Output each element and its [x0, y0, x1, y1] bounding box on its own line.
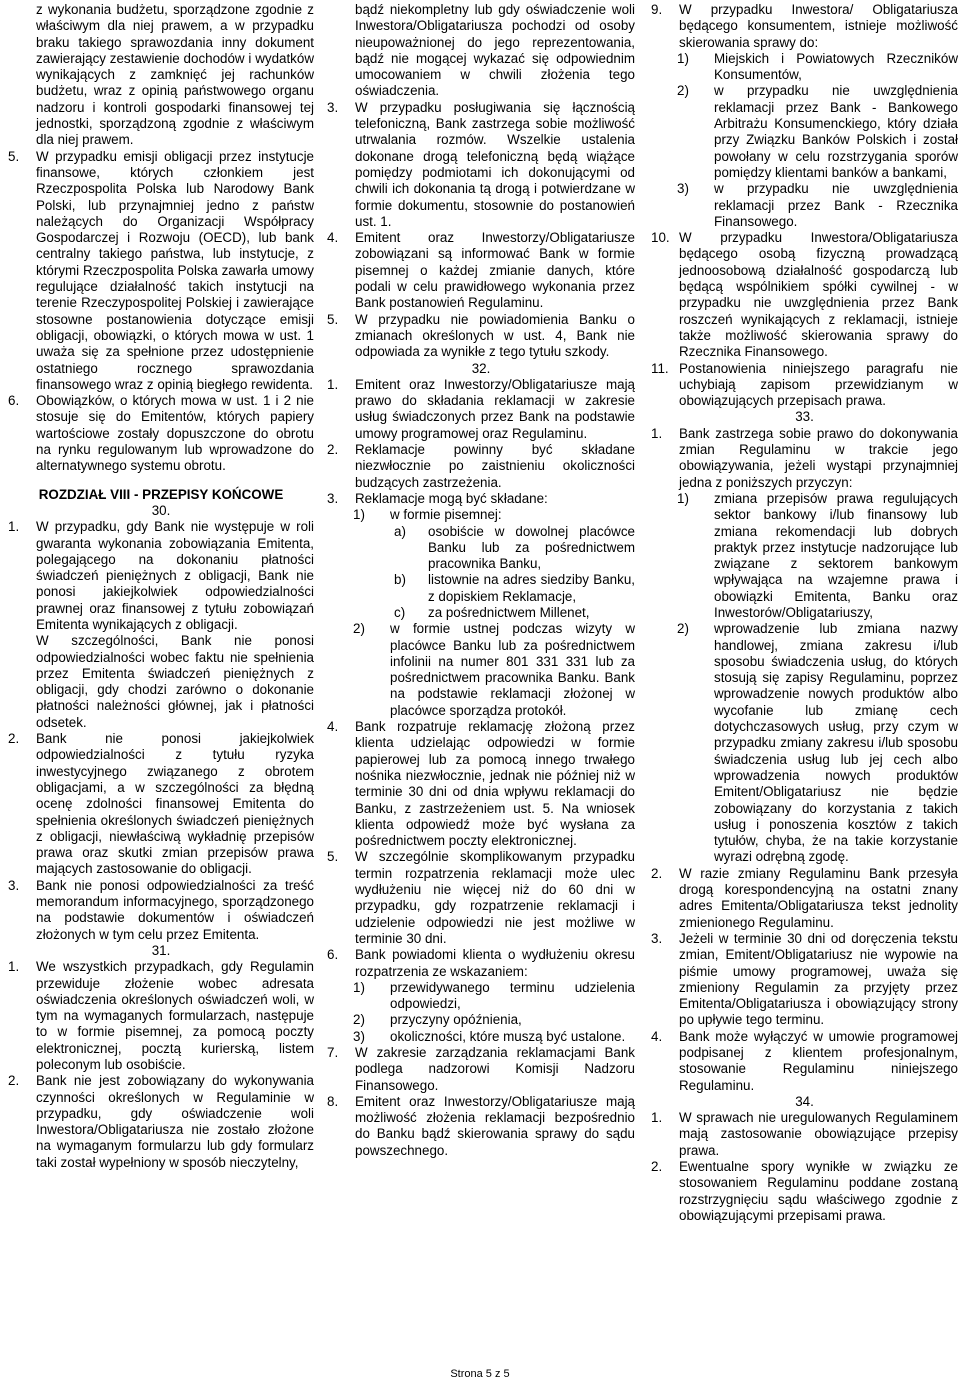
paragraph-3 — [327, 100, 635, 230]
paragraph-number: 4. — [651, 1028, 663, 1044]
s32-3-1-letter-a — [327, 524, 635, 573]
point-number: 1) — [677, 50, 689, 66]
s34-paragraph-2 — [651, 1159, 958, 1224]
paragraph-text: W przypadku posługiwania się łącznością telefoniczną, Bank zastrzega sobie możliwość utrwalania rozmów. Wszelkie ustalenia dokonane drogą telefoniczną będą wiążące pomiędzy podmiotami ich dokonującymi od chwili ich dokonania tą drogą i potwierdzane w formie dokumentu, stosownie do postanowień ust. 1. — [355, 99, 635, 229]
paragraph-number: 4. — [327, 719, 339, 735]
paragraph-number: 5. — [8, 148, 20, 164]
paragraph-text: We wszystkich przypadkach, gdy Regulamin przewiduje złożenie wobec adresata oświadczenia określonych oświadczeń woli, w tym na wymaganych formularzach, następuje to w formie pisemnej, za pomocą poczty elektronicznej, pocztą kurierską, listem poleconym lub osobiście. — [36, 959, 314, 1072]
paragraph-number: 3. — [327, 490, 339, 506]
s32-paragraph-10 — [651, 230, 958, 360]
s32-6-point-1 — [327, 980, 635, 1013]
letter-number: b) — [394, 572, 406, 588]
letter-text: za pośrednictwem Millenet, — [428, 604, 590, 620]
paragraph-number: 6. — [327, 947, 339, 963]
point-number: 2) — [677, 83, 689, 99]
paragraph-text: Emitent oraz Inwestorzy/Obligatariusze mają prawo do składania reklamacji w zakresie usług świadczonych przez Bank na podstawie umowy programowej oraz Regulaminu. — [355, 376, 635, 441]
point-number: 1) — [353, 507, 365, 523]
paragraph-number: 5. — [327, 311, 339, 327]
paragraph-number: 4. — [327, 230, 339, 246]
s33-1-point-2 — [651, 621, 958, 865]
letter-text: osobiście w dowolnej placówce Banku lub za pośrednictwem pracownika Banku, — [428, 523, 635, 572]
s32-6-point-2 — [327, 1012, 635, 1028]
letter-text: listownie na adres siedziby Banku, z dopiskiem Reklamacje, — [428, 572, 635, 604]
paragraph-text: W razie zmiany Regulaminu Bank przesyła drogą korespondencyjną na ostatni znany adres Emitenta/Obligatariusza tekst jednolity zmienionego Regulaminu. — [679, 865, 958, 930]
paragraph-number: 2. — [651, 1159, 663, 1175]
paragraph-text: W przypadku emisji obligacji przez instytucje finansowe, których członkiem jest Rzeczpospolita Polska lub Narodowy Bank Polski, lub przynajmniej jedno z państw należących do Organizacji Współpracy Gospodarczej i Rozwoju (OECD), lub bank centralny takiego państwa, lub instytucje, z którymi Rzeczpospolita Polska zawarła umowy regulujące działalność takich instytucji na terenie Rzeczypospolitej Polskiej i zawierające stosowne postanowienia dotyczące emisji obligacji, obowiązki, o których mowa w ust. 1 uważa się za spełnione przez udostępnienie ostatniego rocznego sprawozdania finansowego wraz z opinią biegłego rewidenta. — [36, 148, 314, 392]
column-1 — [8, 2, 314, 1171]
paragraph-4 — [327, 230, 635, 311]
paragraph-text: Postanowienia niniejszego paragrafu nie uchybiają zapisom przewidzianym w obowiązujących przepisach prawa. — [679, 360, 958, 409]
s32-paragraph-8 — [327, 1094, 635, 1159]
paragraph-number: 2. — [327, 442, 339, 458]
paragraph-number: 7. — [327, 1045, 339, 1060]
paragraph-number: 1. — [8, 959, 20, 975]
point-number: 2) — [353, 1012, 365, 1028]
paragraph-text: W zakresie zarządzania reklamacjami Bank podlega nadzorowi Komisji Nadzoru Finansowego. — [355, 1045, 635, 1093]
paragraph-number: 3. — [651, 930, 663, 946]
s32-paragraph-4 — [327, 719, 635, 849]
s33-1-point-1 — [651, 491, 958, 621]
paragraph-text: Reklamacje powinny być składane niezwłocznie po zaistnieniu okoliczności budzących zastrzeżenia. — [355, 442, 635, 490]
paragraph-number: 1. — [651, 425, 663, 441]
point-text: w formie ustnej podczas wizyty w placówce Banku lub za pośrednictwem infolinii na numer 801 331 331 lub za pośrednictwem pracownika Banku. Bank na podstawie reklamacji złożonej w placówce sporządza protokół. — [390, 621, 635, 718]
paragraph-text: Emitent oraz Inwestorzy/Obligatariusze zobowiązani są informować Bank w formie pisemnej o każdej zmianie danych, które podali w celu prawidłowego wykonania przez Bank postanowień Regulaminu. — [355, 230, 635, 311]
section-number-33: 33. — [795, 409, 814, 425]
point-number: 3) — [677, 181, 689, 197]
paragraph-text: Emitent oraz Inwestorzy/Obligatariusze mają możliwość złożenia reklamacji bezpośrednio do Banku bądź skierowania sprawy do sądu powszechnego. — [355, 1093, 635, 1158]
section-number-30: 30. — [151, 502, 171, 518]
point-text: przewidywanego terminu udzielenia odpowiedzi, — [390, 979, 635, 1012]
paragraph-number: 3. — [8, 877, 20, 893]
s31-paragraph-1 — [8, 959, 314, 1073]
point-text: wprowadzenie lub zmiana nazwy handlowej, zmiana zakresu i/lub sposobu świadczenia usług, do których stosują się zapisy Regulaminu, poprzez wprowadzenie nowych produktów albo wycofanie lub zmianę cech dotychczasowych usług, przy czym w przypadku zmiany zakresu i/lub sposobu świadczenia usług lub jej cech albo wprowadzenia nowych produktów Emitent/Obligatariusz nie będzie zobowiązany do korzystania z takich usług i ponoszenia kosztów z takich tytułów, chyba, że na takie korzystanie wyrazi odrębną zgodę. — [714, 621, 958, 865]
section-number-34: 34. — [795, 1093, 814, 1109]
paragraph-text: Ewentualne spory wynikłe w związku ze stosowaniem Regulaminu poddane zostaną rozstrzygnięciu sądu właściwego zgodnie z obowiązującymi przepisami prawa. — [679, 1159, 958, 1223]
paragraph-number: 6. — [8, 393, 20, 409]
paragraph-number: 1. — [8, 519, 20, 535]
chapter-heading: ROZDZIAŁ VIII - PRZEPISY KOŃCOWE — [38, 486, 284, 502]
s32-paragraph-7 — [327, 1045, 635, 1094]
paragraph-continuation: z wykonania budżetu, sporządzone zgodnie z właściwym dla niej prawem, a w przypadku braku takiego sprawozdania inny dokument zawierający zestawienie dochodów i wydatków wynikających z zamknięć jej rachunków budżetu, wraz z opinią państwowego organu nadzoru i kontroli gospodarki finansowej tej jednostki, sporządzoną zgodnie z właściwym dla niej prawem. — [36, 2, 314, 148]
s30-paragraph-3 — [8, 878, 314, 943]
current-page-number: 5 — [485, 1368, 492, 1380]
paragraph-number: 5. — [327, 849, 339, 865]
point-number: 2) — [353, 621, 365, 637]
paragraph-6 — [8, 393, 314, 474]
s32-paragraph-9 — [651, 2, 958, 51]
s32-paragraph-1 — [327, 377, 635, 442]
s32-6-point-3 — [327, 1029, 635, 1045]
paragraph-text: Bank rozpatruje reklamację złożoną przez klienta udzielając odpowiedzi w formie papierowej lub za pomocą innego trwałego nośnika niezwłocznie, jednak nie później niż w terminie 30 dni od dnia wpływu reklamacji do Banku, z zastrzeżeniem ust. 5. Na wniosek klienta odpowiedź może być wysłana za pośrednictwem poczty elektronicznej. — [355, 719, 635, 849]
s32-paragraph-5 — [327, 849, 635, 947]
point-text: okoliczności, które muszą być ustalone. — [390, 1028, 626, 1044]
point-text: przyczyny opóźnienia, — [390, 1012, 522, 1028]
point-number: 1) — [677, 490, 689, 506]
point-text: w przypadku nie uwzględnienia reklamacji przez Bank - Rzecznika Finansowego. — [714, 181, 958, 229]
paragraph-text: Bank nie ponosi odpowiedzialności za treść memorandum informacyjnego, sporządzonego na podstawie dokumentów i oświadczeń złożonych w tym celu przez Emitenta. — [36, 877, 314, 942]
paragraph-number: 1. — [327, 376, 339, 392]
point-number: 3) — [353, 1028, 365, 1044]
paragraph-number: 10. — [651, 230, 670, 246]
paragraph-number: 8. — [327, 1093, 339, 1109]
paragraph-continuation: bądź niekompletny lub gdy oświadczenie woli Inwestora/Obligatariusza pochodzi od osoby nieupoważnionej do jego reprezentowania, bądź nie mogącej wykazać się odpowiednim umocowaniem w chwili złożenia tego oświadczenia. — [355, 2, 635, 99]
paragraph-text: W przypadku Inwestora/ Obligatariusza będącego konsumentem, istnieje możliwość skierowania sprawy do: — [679, 2, 958, 50]
s32-3-1-letter-b — [327, 572, 635, 605]
point-text: w przypadku nie uwzględnienia reklamacji przez Bank - Bankowego Arbitrażu Konsumenckiego, który działa przy Związku Banków Polskich i został powołany w celu rozstrzygania sporów pomiędzy klientami banków a bankami, — [714, 83, 958, 180]
paragraph-number: 11. — [651, 360, 669, 376]
s30-paragraph-2 — [8, 731, 314, 878]
column-2 — [327, 2, 635, 1159]
s32-paragraph-3 — [327, 491, 635, 507]
paragraph-number: 2. — [8, 1073, 20, 1089]
s32-paragraph-2 — [327, 442, 635, 491]
letter-number: c) — [394, 604, 406, 620]
s32-paragraph-6 — [327, 947, 635, 980]
paragraph-text: W sprawach nie uregulowanych Regulaminem mają zastosowanie obowiązujące przepisy prawa. — [679, 1110, 958, 1158]
paragraph-text: Reklamacje mogą być składane: — [355, 490, 548, 506]
s33-paragraph-3 — [651, 931, 958, 1029]
s32-9-point-2 — [651, 83, 958, 181]
footer-label: Strona — [450, 1368, 483, 1380]
s30-paragraph-1 — [8, 519, 314, 633]
s34-paragraph-1 — [651, 1110, 958, 1159]
paragraph-text: W przypadku, gdy Bank nie występuje w roli gwaranta wykonania zobowiązania Emitenta, polegającego na dokonaniu płatności świadczeń pieniężnych z obligacji, Bank nie ponosi jakiejkolwiek odpowiedzialności prawnej oraz finansowej z tytułu zobowiązań Emitenta wynikających z obligacji. — [36, 519, 314, 632]
section-number-32: 32. — [471, 360, 491, 376]
column-3 — [651, 2, 958, 1224]
point-text: w formie pisemnej: — [390, 507, 502, 523]
s32-9-point-1 — [651, 51, 958, 84]
letter-number: a) — [394, 523, 406, 539]
paragraph-5 — [8, 149, 314, 393]
point-number: 1) — [353, 979, 365, 995]
s31-paragraph-2 — [8, 1073, 314, 1171]
s32-3-point-1 — [327, 507, 635, 523]
paragraph-number: 2. — [651, 865, 663, 881]
paragraph-number: 2. — [8, 731, 20, 747]
s32-paragraph-11 — [651, 361, 958, 410]
s33-paragraph-2 — [651, 866, 958, 931]
paragraph-number: 1. — [651, 1110, 663, 1126]
s33-paragraph-4 — [651, 1029, 958, 1094]
point-text: Miejskich i Powiatowych Rzeczników Konsumentów, — [714, 50, 958, 83]
s30-paragraph-1-continuation: W szczególności, Bank nie ponosi odpowiedzialności wobec faktu nie spełnienia przez Emitenta świadczeń pieniężnych z obligacji, gdy chodzi zarówno o dokonanie płatności należności głównej, jak i płatności odsetek. — [36, 633, 314, 730]
paragraph-5 — [327, 312, 635, 361]
s32-3-point-2 — [327, 621, 635, 719]
paragraph-text: Bank nie jest zobowiązany do wykonywania czynności określonych w Regulaminie w przypadku, gdy oświadczenie woli Inwestora/Obligatariusza nie zostało złożone na wymaganym formularzu lub gdy formularz taki został wypełniony w sposób nieczytelny, — [36, 1073, 314, 1170]
s32-3-1-letter-c — [327, 605, 635, 621]
paragraph-text: W przypadku nie powiadomienia Banku o zmianach określonych w ust. 4, Bank nie odpowiada za wynikłe z tego tytułu szkody. — [355, 311, 635, 360]
section-number-31: 31. — [151, 942, 171, 958]
s33-paragraph-1 — [651, 426, 958, 491]
s32-9-point-3 — [651, 181, 958, 230]
paragraph-text: Bank zastrzega sobie prawo do dokonywania zmian Regulaminu w trakcie jego obowiązywania, jeżeli wystąpi przynajmniej jedna z poniższych przyczyn: — [679, 425, 958, 490]
total-pages-number: 5 — [503, 1368, 510, 1380]
paragraph-text: W przypadku Inwestora/Obligatariusza będącego osobą fizyczną prowadzącą jednoosobową działalność gospodarczą lub będącą wspólnikiem spółki cywilnej - w przypadku nie uwzględnienia przez Bank roszczeń wynikających z reklamacji, istnieje także możliwość skierowania sprawy do Rzecznika Finansowego. — [679, 230, 958, 360]
paragraph-number: 9. — [651, 2, 663, 17]
paragraph-number: 3. — [327, 99, 339, 115]
point-number: 2) — [677, 621, 689, 637]
paragraph-text: Jeżeli w terminie 30 dni od doręczenia tekstu zmian, Emitent/Obligatariusz nie wypowie na piśmie umowy programowej, uważa się zmieniony Regulamin za przyjęty przez Emitenta/Obligatariusza i obowiązujący strony po upływie tego terminu. — [679, 930, 958, 1028]
paragraph-text: Obowiązków, o których mowa w ust. 1 i 2 nie stosuje się do Emitentów, których papiery wartościowe zostały dopuszczone do obrotu na rynku regulowanym lub wprowadzone do alternatywnego systemu obrotu. — [36, 393, 314, 474]
paragraph-text: Bank nie ponosi jakiejkolwiek odpowiedzialności z tytułu ryzyka inwestycyjnego związanego z obrotem obligacjami, a w szczególności za błędną ocenę zdolności finansowej Emitenta do spełnienia określonych świadczeń pieniężnych z obligacji, niewłaściwą wykładnię przepisów prawa oraz skutki zmian przepisów prawa mających zastosowanie do obligacji. — [36, 731, 314, 877]
footer-separator: z — [494, 1368, 501, 1380]
paragraph-text: W szczególnie skomplikowanym przypadku termin rozpatrzenia reklamacji może ulec wydłużeniu nie więcej niż do 60 dni w przypadku, gdy rozpatrzenie reklamacji i udzielenie odpowiedzi nie jest możliwe w terminie 30 dni. — [355, 849, 635, 946]
paragraph-text: Bank powiadomi klienta o wydłużeniu okresu rozpatrzenia ze wskazaniem: — [355, 947, 635, 979]
page-footer — [0, 1368, 960, 1381]
paragraph-text: Bank może wyłączyć w umowie programowej podpisanej z klientem profesjonalnym, stosowanie Regulaminu niniejszego Regulaminu. — [679, 1028, 958, 1093]
point-text: zmiana przepisów prawa regulujących sektor bankowy i/lub finansowy lub zmiana rekomendacji lub dobrych praktyk przez instytucje nadzorujące lub związane z sektorem bankowym wpływająca na wzajemne prawa i obowiązki Emitenta, Banku oraz Inwestorów/Obligatariuszy, — [714, 490, 958, 620]
